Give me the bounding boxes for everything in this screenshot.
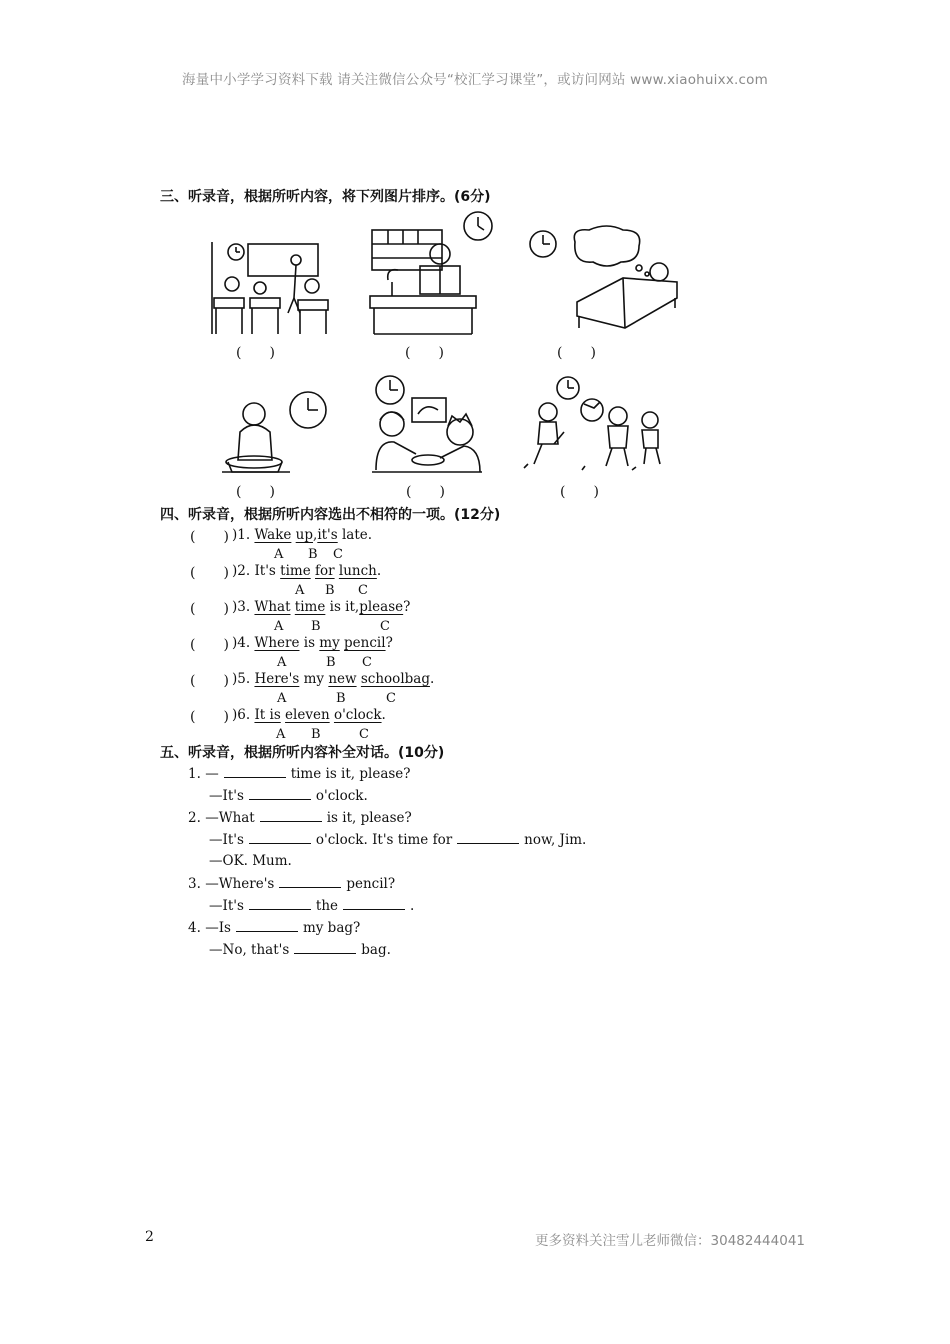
item1-opt-c: C: [333, 547, 343, 562]
section3-title: 三、听录音，根据所听内容，将下列图片排序。(6分): [160, 189, 491, 205]
dialogue-line-5: —OK. Mum.: [209, 853, 292, 869]
item3-opt-c: C: [380, 619, 390, 634]
item6-opt-a: A: [276, 727, 286, 742]
item1-opt-b: B: [308, 547, 318, 562]
section5-title: 五、听录音，根据所听内容补全对话。(10分): [160, 745, 445, 761]
footer-note: 更多资料关注雪儿老师微信：30482444041: [535, 1233, 805, 1249]
dialogue-line-1: 1. — time is it, please?: [188, 766, 411, 782]
blank-1[interactable]: [224, 765, 286, 778]
item3-opt-a: A: [274, 619, 284, 634]
item5-paren[interactable]: ( ): [190, 673, 229, 689]
item5-sentence: )5. Here's my new schoolbag.: [232, 671, 435, 687]
dialogue-line-9: —No, that's bag.: [209, 942, 391, 958]
item2-paren[interactable]: ( ): [190, 565, 229, 581]
item1-opt-a: A: [274, 547, 284, 562]
blank-9[interactable]: [236, 919, 298, 932]
item2-opt-b: B: [325, 583, 335, 598]
item4-paren[interactable]: ( ): [190, 637, 229, 653]
blank-7[interactable]: [249, 897, 311, 910]
blank-4[interactable]: [249, 831, 311, 844]
item5-opt-a: A: [277, 691, 287, 706]
item4-sentence: )4. Where is my pencil?: [232, 635, 393, 651]
answer-slot-5[interactable]: ( ): [406, 484, 445, 500]
dialogue-line-4: —It's o'clock. It's time for now, Jim.: [209, 832, 587, 848]
watermark-header: 海量中小学学习资料下载 请关注微信公众号“校汇学习课堂”，或访问网站 www.xiaohuixx.com: [182, 72, 768, 88]
answer-slot-1[interactable]: ( ): [236, 345, 275, 361]
washing-face-icon: [220, 388, 332, 482]
blank-10[interactable]: [294, 941, 356, 954]
item4-opt-b: B: [326, 655, 336, 670]
classroom-scene-icon: [210, 238, 335, 342]
sleeping-in-bed-icon: [527, 224, 687, 338]
answer-slot-3[interactable]: ( ): [557, 345, 596, 361]
item6-opt-c: C: [359, 727, 369, 742]
item5-opt-c: C: [386, 691, 396, 706]
dialogue-line-8: 4. —Is my bag?: [188, 920, 361, 936]
item2-sentence: )2. It's time for lunch.: [232, 563, 382, 579]
playing-football-icon: [522, 376, 672, 478]
item3-paren[interactable]: ( ): [190, 601, 229, 617]
item3-sentence: )3. What time is it,please?: [232, 599, 411, 615]
item5-opt-b: B: [336, 691, 346, 706]
answer-slot-6[interactable]: ( ): [560, 484, 599, 500]
blank-5[interactable]: [457, 831, 519, 844]
item2-opt-c: C: [358, 583, 368, 598]
item2-opt-a: A: [295, 583, 305, 598]
dialogue-line-3: 2. —What is it, please?: [188, 810, 412, 826]
item1-sentence: )1. Wake up,it's late.: [232, 527, 373, 543]
blank-8[interactable]: [343, 897, 405, 910]
blank-6[interactable]: [279, 875, 341, 888]
reading-at-desk-icon: [368, 210, 498, 342]
dialogue-line-7: —It's the .: [209, 898, 415, 914]
item6-paren[interactable]: ( ): [190, 709, 229, 725]
answer-slot-4[interactable]: ( ): [236, 484, 275, 500]
section4-title: 四、听录音，根据所听内容选出不相符的一项。(12分): [160, 507, 501, 523]
item6-sentence: )6. It is eleven o'clock.: [232, 707, 386, 723]
dialogue-line-2: —It's o'clock.: [209, 788, 368, 804]
blank-3[interactable]: [260, 809, 322, 822]
item3-opt-b: B: [311, 619, 321, 634]
dialogue-line-6: 3. —Where's pencil?: [188, 876, 396, 892]
eating-lunch-icon: [368, 374, 486, 482]
page-number: 2: [145, 1229, 154, 1245]
item1-paren[interactable]: ( ): [190, 529, 229, 545]
answer-slot-2[interactable]: ( ): [405, 345, 444, 361]
blank-2[interactable]: [249, 787, 311, 800]
item4-opt-c: C: [362, 655, 372, 670]
item4-opt-a: A: [277, 655, 287, 670]
item6-opt-b: B: [311, 727, 321, 742]
